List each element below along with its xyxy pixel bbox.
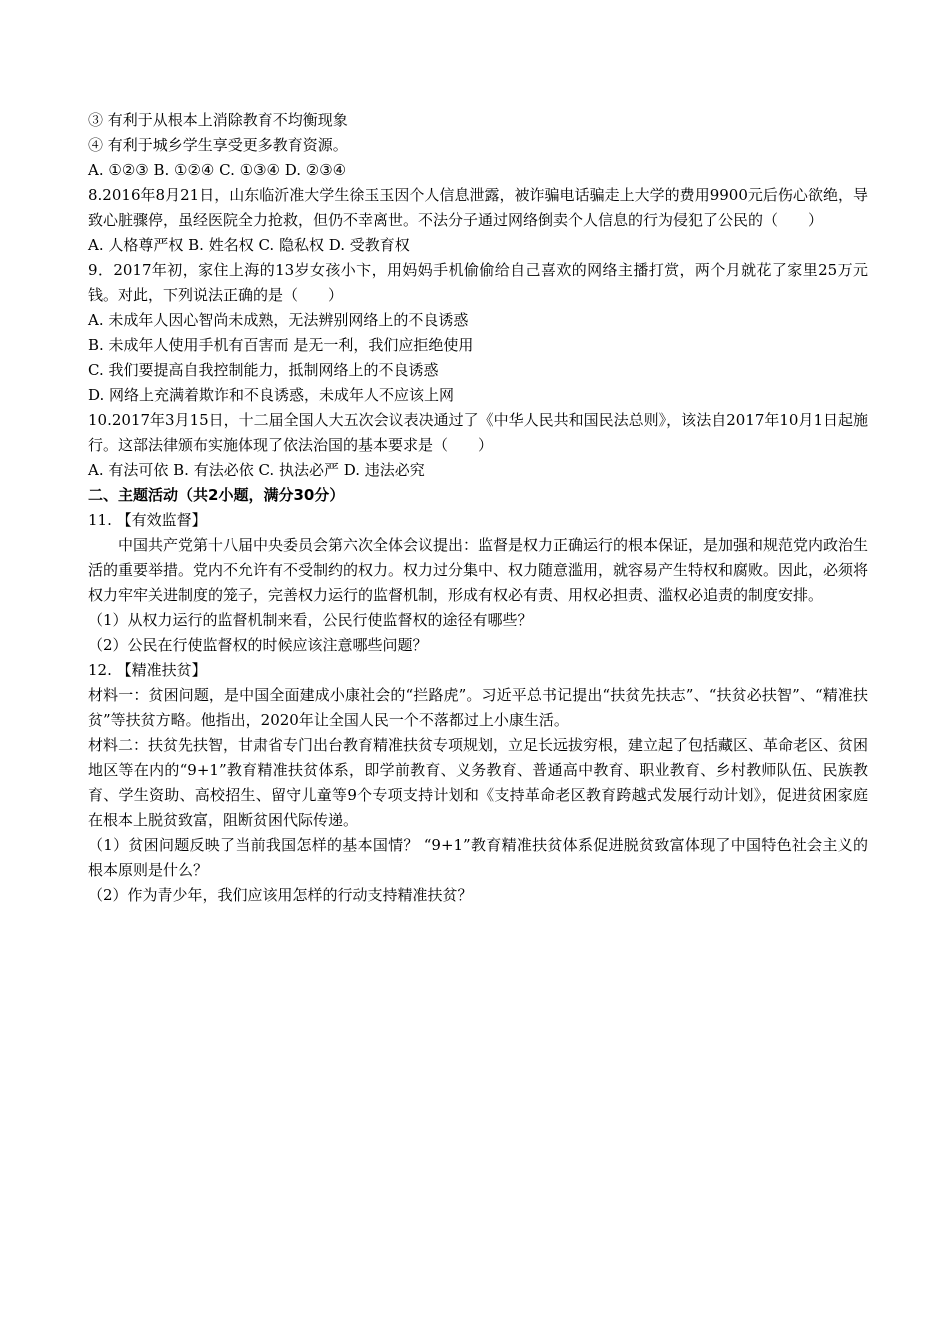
q8-options: A. 人格尊严权 B. 姓名权 C. 隐私权 D. 受教育权 [88,236,410,254]
q7-item-3: ③ 有利于从根本上消除教育不均衡现象 [88,111,348,129]
q12-material-1: 材料一：贫困问题，是中国全面建成小康社会的“拦路虎”。习近平总书记提出“扶贫先扶志”、“扶贫必扶智”、“精准扶贫”等扶贫方略。他指出，2020年让全国人民一个不落都过上小康生活。 [88,686,868,729]
q9-option-d: D. 网络上充满着欺诈和不良诱惑，未成年人不应该上网 [88,386,455,404]
q12-subquestion-1: （1）贫困问题反映了当前我国怎样的基本国情？ “9+1”教育精准扶贫体系促进脱贫致富体现了中国特色社会主义的根本原则是什么？ [88,836,868,879]
q8-stem: 8.2016年8月21日，山东临沂准大学生徐玉玉因个人信息泄露，被诈骗电话骗走上大学的费用9900元后伤心欲绝，导致心脏骤停，虽经医院全力抢救，但仍不幸离世。不法分子通过网络倒卖个人信息的行为侵犯了公民的（ ） [88,186,868,229]
q10-options: A. 有法可依 B. 有法必依 C. 执法必严 D. 违法必究 [88,461,425,479]
q11-subquestion-2: （2）公民在行使监督权的时候应该注意哪些问题？ [88,636,428,654]
q12-title: 12. 【精准扶贫】 [88,661,207,679]
q10-stem: 10.2017年3月15日，十二届全国人大五次会议表决通过了《中华人民共和国民法总则》，该法自2017年10月1日起施行。这部法律颁布实施体现了依法治国的基本要求是（ ） [88,411,868,454]
section-2-heading: 二、主题活动（共2小题，满分30分） [88,486,345,504]
q9-option-b: B. 未成年人使用手机有百害而 是无一利，我们应拒绝使用 [88,336,474,354]
q9-option-a: A. 未成年人因心智尚未成熟，无法辨别网络上的不良诱惑 [88,311,469,329]
q11-subquestion-1: （1）从权力运行的监督机制来看，公民行使监督权的途径有哪些？ [88,611,533,629]
q12-material-2: 材料二：扶贫先扶智，甘肃省专门出台教育精准扶贫专项规划，立足长远拔穷根，建立起了包括藏区、革命老区、贫困地区等在内的“9+1”教育精准扶贫体系，即学前教育、义务教育、普通高中教育、职业教育、乡村教师队伍、民族教育、学生资助、高校招生、留守儿童等9个专项支持计划和《支持革命老区教育跨越式发展行动计划》，促进贫困家庭在根本上脱贫致富，阻断贫困代际传递。 [88,736,869,829]
q9-stem: 9．2017年初，家住上海的13岁女孩小卞，用妈妈手机偷偷给自己喜欢的网络主播打赏，两个月就花了家里25万元钱。对此，下列说法正确的是（ ） [88,261,868,304]
q7-item-4: ④ 有利于城乡学生享受更多教育资源。 [88,136,348,154]
q11-title: 11. 【有效监督】 [88,511,207,529]
q9-option-c: C. 我们要提高自我控制能力，抵制网络上的不良诱惑 [88,361,439,379]
exam-page [88,108,868,908]
q12-subquestion-2: （2）作为青少年，我们应该用怎样的行动支持精准扶贫？ [88,886,473,904]
q7-options: A. ①②③ B. ①②④ C. ①③④ D. ②③④ [88,161,347,179]
q11-passage: 中国共产党第十八届中央委员会第六次全体会议提出：监督是权力正确运行的根本保证，是加强和规范党内政治生活的重要举措。党内不允许有不受制约的权力。权力过分集中、权力随意滥用，就容易产生特权和腐败。因此，必须将权力牢牢关进制度的笼子，完善权力运行的监督机制，形成有权必有责、用权必担责、滥权必追责的制度安排。 [88,536,869,604]
